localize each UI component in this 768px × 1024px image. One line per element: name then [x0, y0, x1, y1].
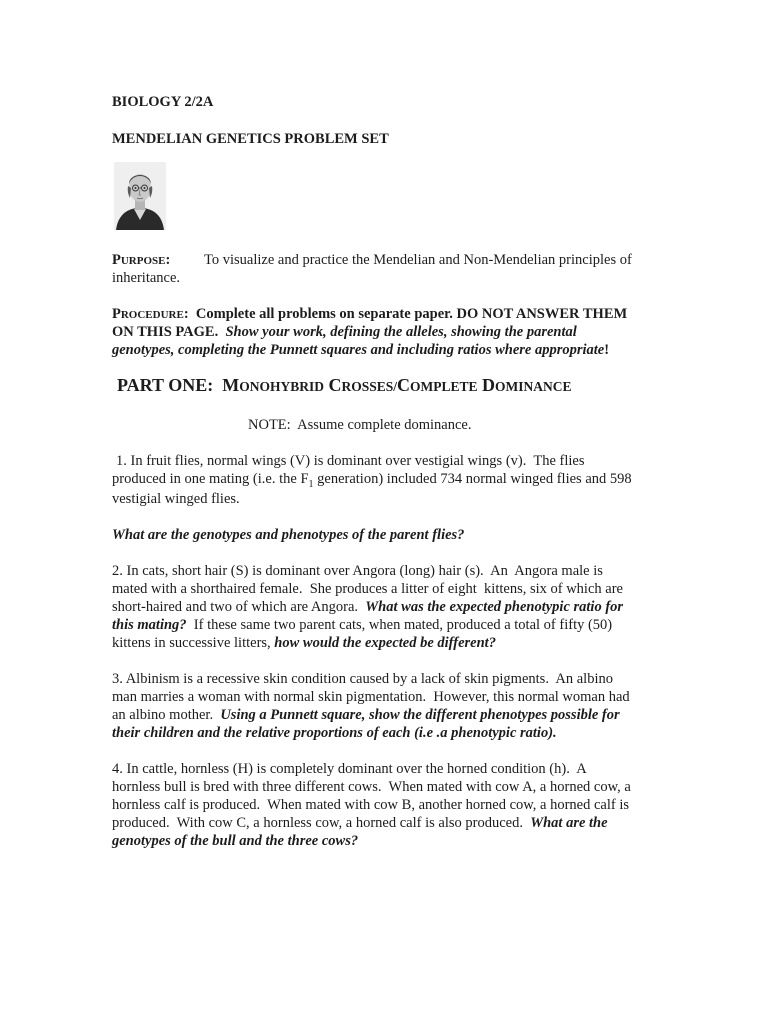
purpose-label: PURPOSE: [112, 252, 171, 268]
problem-4-line5: genotypes of the bull and the three cows? [112, 833, 359, 849]
problem-2-line5: kittens in successive litters, how would the expected be different? [112, 635, 496, 651]
procedure-line2: ON THIS PAGE. Show your work, defining the alleles, showing the parental [112, 324, 577, 340]
mendel-portrait-icon [114, 162, 166, 230]
problem-1-question: What are the genotypes and phenotypes of the parent flies? [112, 527, 465, 543]
procedure-line3: genotypes, completing the Punnett squares and including ratios where appropriate! [112, 342, 610, 358]
problem-4-line3: hornless calf is produced. When mated with cow B, another horned cow, a horned calf is [112, 797, 630, 813]
problem-set-title: MENDELIAN GENETICS PROBLEM SET [112, 131, 389, 147]
procedure-label: PROCEDURE: [112, 306, 189, 322]
problem-4-line1: 4. In cattle, hornless (H) is completely dominant over the horned condition (h). A [112, 761, 587, 777]
purpose-text-line2: inheritance. [112, 270, 181, 286]
problem-1-line3: vestigial winged flies. [112, 491, 240, 507]
problem-2-line4: this mating? If these same two parent cats, when mated, produced a total of fifty (50) [112, 617, 613, 633]
problem-2-line2: mated with a shorthaired female. She produces a litter of eight kittens, six of which are [112, 581, 623, 597]
note-text: NOTE: Assume complete dominance. [248, 417, 472, 433]
part-one-heading: PART ONE: MONOHYBRID CROSSES/COMPLETE DOMINANCE [117, 375, 572, 395]
problem-2-line3: short-haired and two of which are Angora. What was the expected phenotypic ratio for [112, 599, 624, 615]
problem-3-line2: man marries a woman with normal skin pigmentation. However, this normal woman had [112, 689, 630, 705]
problem-3-line1: 3. Albinism is a recessive skin condition caused by a lack of skin pigments. An albino [112, 671, 613, 687]
problem-2-line1: 2. In cats, short hair (S) is dominant over Angora (long) hair (s). An Angora male is [112, 563, 603, 579]
problem-4-line2: hornless bull is bred with three different cows. When mated with cow A, a horned cow, a [112, 779, 631, 795]
problem-1-line2: produced in one mating (i.e. the $F_1$ generation) included 734 normal winged flies and 598 [112, 471, 632, 490]
problem-3-line4: their children and the relative proportions of each (i.e .a phenotypic ratio). [112, 725, 557, 741]
procedure-line1: PROCEDURE: Complete all problems on separate paper. DO NOT ANSWER THEM [112, 306, 628, 322]
course-title: BIOLOGY 2/2A [112, 94, 214, 110]
problem-3-line3: an albino mother. Using a Punnett square, show the different phenotypes possible for [112, 707, 620, 723]
problem-1-line1: 1. In fruit flies, normal wings (V) is dominant over vestigial wings (v). The flies [116, 453, 585, 469]
purpose-text-line1: To visualize and practice the Mendelian and Non-Mendelian principles of [204, 252, 632, 268]
problem-4-line4: produced. With cow C, a hornless cow, a horned calf is also produced. What are the [112, 815, 608, 831]
